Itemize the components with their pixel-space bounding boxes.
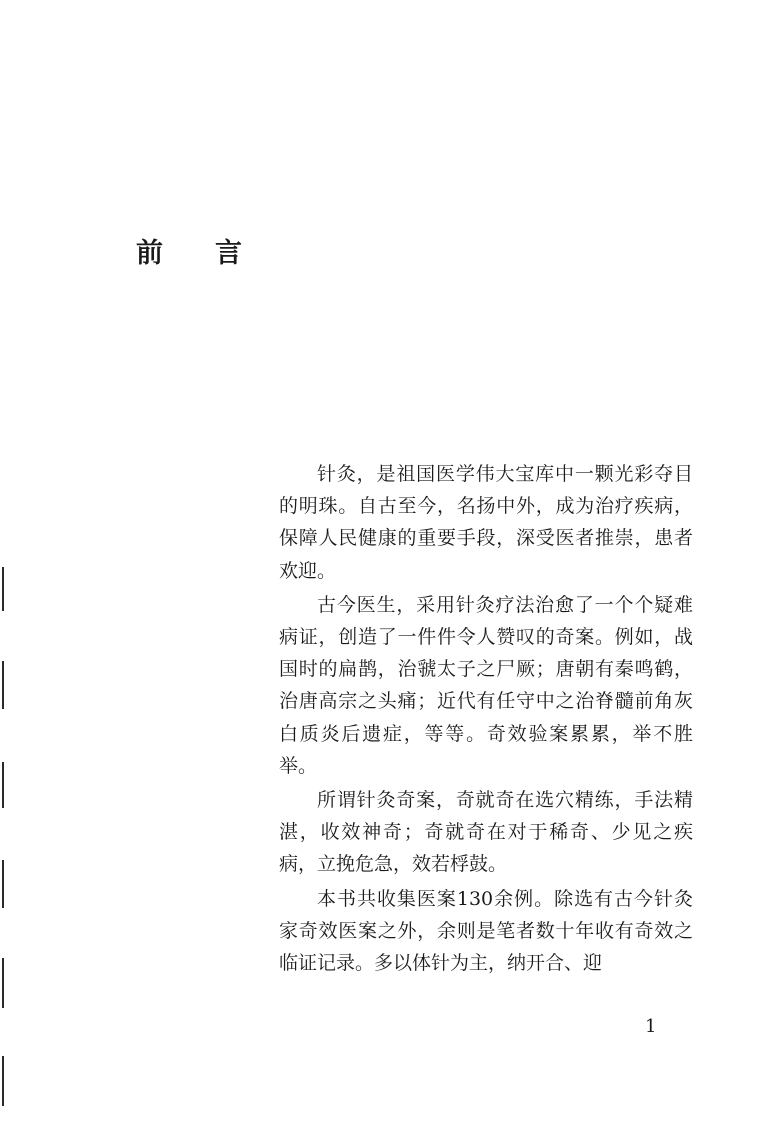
body-text [279,458,693,981]
paragraph: 所谓针灸奇案，奇就奇在选穴精练，手法精湛，收效神奇；奇就奇在对于稀奇、少见之疾病，立挽危急，效若桴鼓。 [279,789,693,876]
scan-edge-mark [2,661,4,709]
scan-edge-mark [2,762,4,808]
paragraph: 针灸，是祖国医学伟大宝库中一颗光彩夺目的明珠。自古至今，名扬中外，成为治疗疾病，保障人民健康的重要手段，深受医者推崇，患者欢迎。 [279,463,693,582]
paragraph: 本书共收集医案130余例。除选有古今针灸家奇效医案之外，余则是笔者数十年收有奇效之临证记录。多以体针为主，纳开合、迎 [279,887,693,975]
scan-edge-mark [2,567,4,611]
scan-edge-mark [2,1056,4,1106]
scan-edge-mark [2,860,4,908]
scan-edge-mark [2,958,4,1008]
paragraph: 古今医生，采用针灸疗法治愈了一个个疑难病证，创造了一件件令人赞叹的奇案。例如，战国时的扁鹊，治虢太子之尸厥；唐朝有秦鸣鹤，治唐高宗之头痛；近代有任守中之治脊髓前角灰白质炎后遗症，等等。奇效验案累累，举不胜举。 [279,593,693,777]
page-heading: 前言 [136,238,294,269]
page-number: 1 [645,1016,657,1037]
